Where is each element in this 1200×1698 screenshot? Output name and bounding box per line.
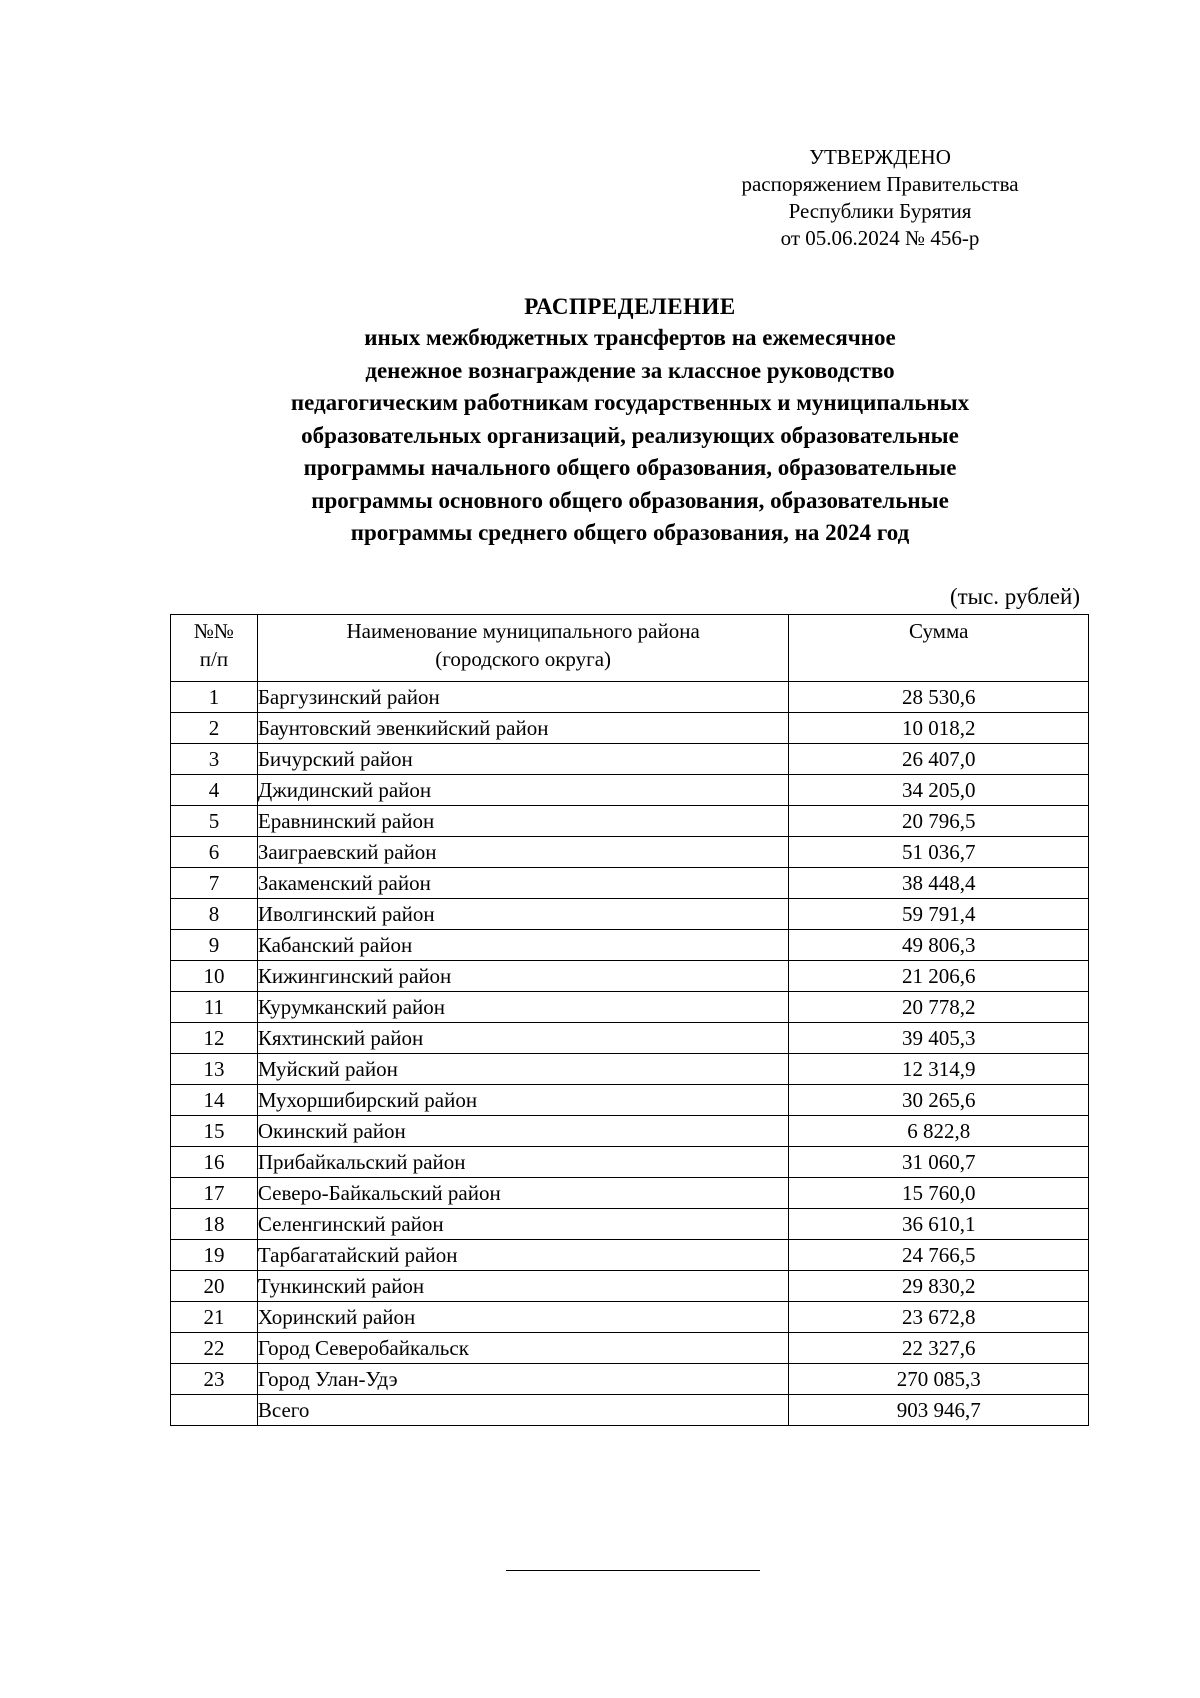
- row-number: 19: [171, 1240, 258, 1271]
- row-sum: 20 778,2: [789, 992, 1089, 1023]
- end-divider-line: [506, 1570, 760, 1571]
- row-sum: 12 314,9: [789, 1054, 1089, 1085]
- subtitle-line: образовательных организаций, реализующих образовательные: [301, 422, 959, 448]
- header-district-name: [257, 615, 789, 682]
- table-row: [171, 1364, 1089, 1395]
- table-row: [171, 1023, 1089, 1054]
- row-district-name: Заиграевский район: [257, 837, 789, 868]
- row-number: 15: [171, 1116, 258, 1147]
- approval-region: Республики Бурятия: [788, 199, 972, 223]
- subtitle-line: денежное вознаграждение за классное руководство: [365, 357, 895, 383]
- table-row: [171, 1302, 1089, 1333]
- table-row: [171, 775, 1089, 806]
- approval-date-number: от 05.06.2024 № 456-р: [780, 226, 980, 250]
- subtitle-line: педагогическим работникам государственных и муниципальных: [290, 390, 970, 415]
- row-sum: 15 760,0: [789, 1178, 1089, 1209]
- row-number: 7: [171, 868, 258, 899]
- row-number: 5: [171, 806, 258, 837]
- row-sum: 24 766,5: [789, 1240, 1089, 1271]
- table-total-row: [171, 1395, 1089, 1426]
- table-row: [171, 806, 1089, 837]
- row-sum: 270 085,3: [789, 1364, 1089, 1395]
- table-row: [171, 1085, 1089, 1116]
- row-sum: 29 830,2: [789, 1271, 1089, 1302]
- row-sum: 30 265,6: [789, 1085, 1089, 1116]
- row-number: 12: [171, 1023, 258, 1054]
- row-district-name: Окинский район: [257, 1116, 789, 1147]
- row-sum: 31 060,7: [789, 1147, 1089, 1178]
- table-row: [171, 1054, 1089, 1085]
- table-row: [171, 1240, 1089, 1271]
- row-district-name: Всего: [257, 1395, 789, 1426]
- row-district-name: Кабанский район: [257, 930, 789, 961]
- table-row: [171, 992, 1089, 1023]
- row-number: 17: [171, 1178, 258, 1209]
- row-district-name: Тарбагатайский район: [257, 1240, 789, 1271]
- row-number: 16: [171, 1147, 258, 1178]
- row-sum: 28 530,6: [789, 682, 1089, 713]
- row-sum: 23 672,8: [789, 1302, 1089, 1333]
- row-district-name: Кяхтинский район: [257, 1023, 789, 1054]
- row-sum: 49 806,3: [789, 930, 1089, 961]
- row-number: 8: [171, 899, 258, 930]
- row-number: 2: [171, 713, 258, 744]
- table-row: [171, 837, 1089, 868]
- table-row: [171, 744, 1089, 775]
- approval-issuer: распоряжением Правительства: [741, 172, 1019, 196]
- header-number-line2: п/п: [199, 647, 229, 671]
- row-number: 22: [171, 1333, 258, 1364]
- row-sum: 22 327,6: [789, 1333, 1089, 1364]
- header-name-line2: (городского округа): [435, 647, 612, 671]
- row-sum: 20 796,5: [789, 806, 1089, 837]
- document-title-main: РАСПРЕДЕЛЕНИЕ: [524, 294, 736, 319]
- row-district-name: Город Улан-Удэ: [257, 1364, 789, 1395]
- units-label: (тыс. рублей): [949, 584, 1080, 609]
- row-district-name: Хоринский район: [257, 1302, 789, 1333]
- subtitle-line: программы начального общего образования, образовательные: [303, 455, 957, 480]
- table-row: [171, 1271, 1089, 1302]
- table-row: [171, 1147, 1089, 1178]
- row-number: 14: [171, 1085, 258, 1116]
- approval-stamp: [640, 144, 1120, 252]
- row-number: 18: [171, 1209, 258, 1240]
- row-number: [171, 1395, 258, 1426]
- row-number: 4: [171, 775, 258, 806]
- row-district-name: Баунтовский эвенкийский район: [257, 713, 789, 744]
- row-number: 13: [171, 1054, 258, 1085]
- subtitle-line: иных межбюджетных трансфертов на ежемесячное: [364, 325, 896, 350]
- document-title: [150, 292, 1110, 550]
- row-sum: 38 448,4: [789, 868, 1089, 899]
- subtitle-line: программы основного общего образования, образовательные: [311, 487, 949, 513]
- header-sum: Сумма: [789, 615, 1089, 682]
- row-district-name: Мухоршибирский район: [257, 1085, 789, 1116]
- row-number: 20: [171, 1271, 258, 1302]
- row-sum: 26 407,0: [789, 744, 1089, 775]
- table-row: [171, 961, 1089, 992]
- row-district-name: Баргузинский район: [257, 682, 789, 713]
- row-sum: 6 822,8: [789, 1116, 1089, 1147]
- table-header-row: [171, 615, 1089, 682]
- row-district-name: Город Северобайкальск: [257, 1333, 789, 1364]
- table-row: [171, 930, 1089, 961]
- row-number: 23: [171, 1364, 258, 1395]
- row-sum: 36 610,1: [789, 1209, 1089, 1240]
- row-sum: 10 018,2: [789, 713, 1089, 744]
- row-district-name: Кижингинский район: [257, 961, 789, 992]
- header-name-line1: Наименование муниципального района: [346, 619, 700, 643]
- distribution-table: [170, 614, 1089, 1426]
- row-district-name: Иволгинский район: [257, 899, 789, 930]
- row-number: 3: [171, 744, 258, 775]
- document-subtitle: [150, 322, 1110, 550]
- header-number: [171, 615, 258, 682]
- row-number: 9: [171, 930, 258, 961]
- table-body: [171, 682, 1089, 1426]
- subtitle-line: программы среднего общего образования, на 2024 год: [350, 520, 910, 545]
- table-row: [171, 1178, 1089, 1209]
- table-row: [171, 899, 1089, 930]
- table-row: [171, 1116, 1089, 1147]
- row-district-name: Джидинский район: [257, 775, 789, 806]
- row-district-name: Селенгинский район: [257, 1209, 789, 1240]
- row-sum: 51 036,7: [789, 837, 1089, 868]
- table-row: [171, 713, 1089, 744]
- table-row: [171, 1209, 1089, 1240]
- approval-heading: УТВЕРЖДЕНО: [809, 145, 951, 169]
- row-sum: 903 946,7: [789, 1395, 1089, 1426]
- row-number: 10: [171, 961, 258, 992]
- row-district-name: Еравнинский район: [257, 806, 789, 837]
- row-district-name: Бичурский район: [257, 744, 789, 775]
- table-row: [171, 868, 1089, 899]
- row-district-name: Курумканский район: [257, 992, 789, 1023]
- row-number: 1: [171, 682, 258, 713]
- row-number: 6: [171, 837, 258, 868]
- row-district-name: Северо-Байкальский район: [257, 1178, 789, 1209]
- row-district-name: Тункинский район: [257, 1271, 789, 1302]
- table-row: [171, 682, 1089, 713]
- row-number: 21: [171, 1302, 258, 1333]
- row-sum: 59 791,4: [789, 899, 1089, 930]
- row-district-name: Прибайкальский район: [257, 1147, 789, 1178]
- header-number-line1: №№: [193, 619, 234, 643]
- table-row: [171, 1333, 1089, 1364]
- row-district-name: Закаменский район: [257, 868, 789, 899]
- row-sum: 21 206,6: [789, 961, 1089, 992]
- row-number: 11: [171, 992, 258, 1023]
- row-district-name: Муйский район: [257, 1054, 789, 1085]
- row-sum: 39 405,3: [789, 1023, 1089, 1054]
- row-sum: 34 205,0: [789, 775, 1089, 806]
